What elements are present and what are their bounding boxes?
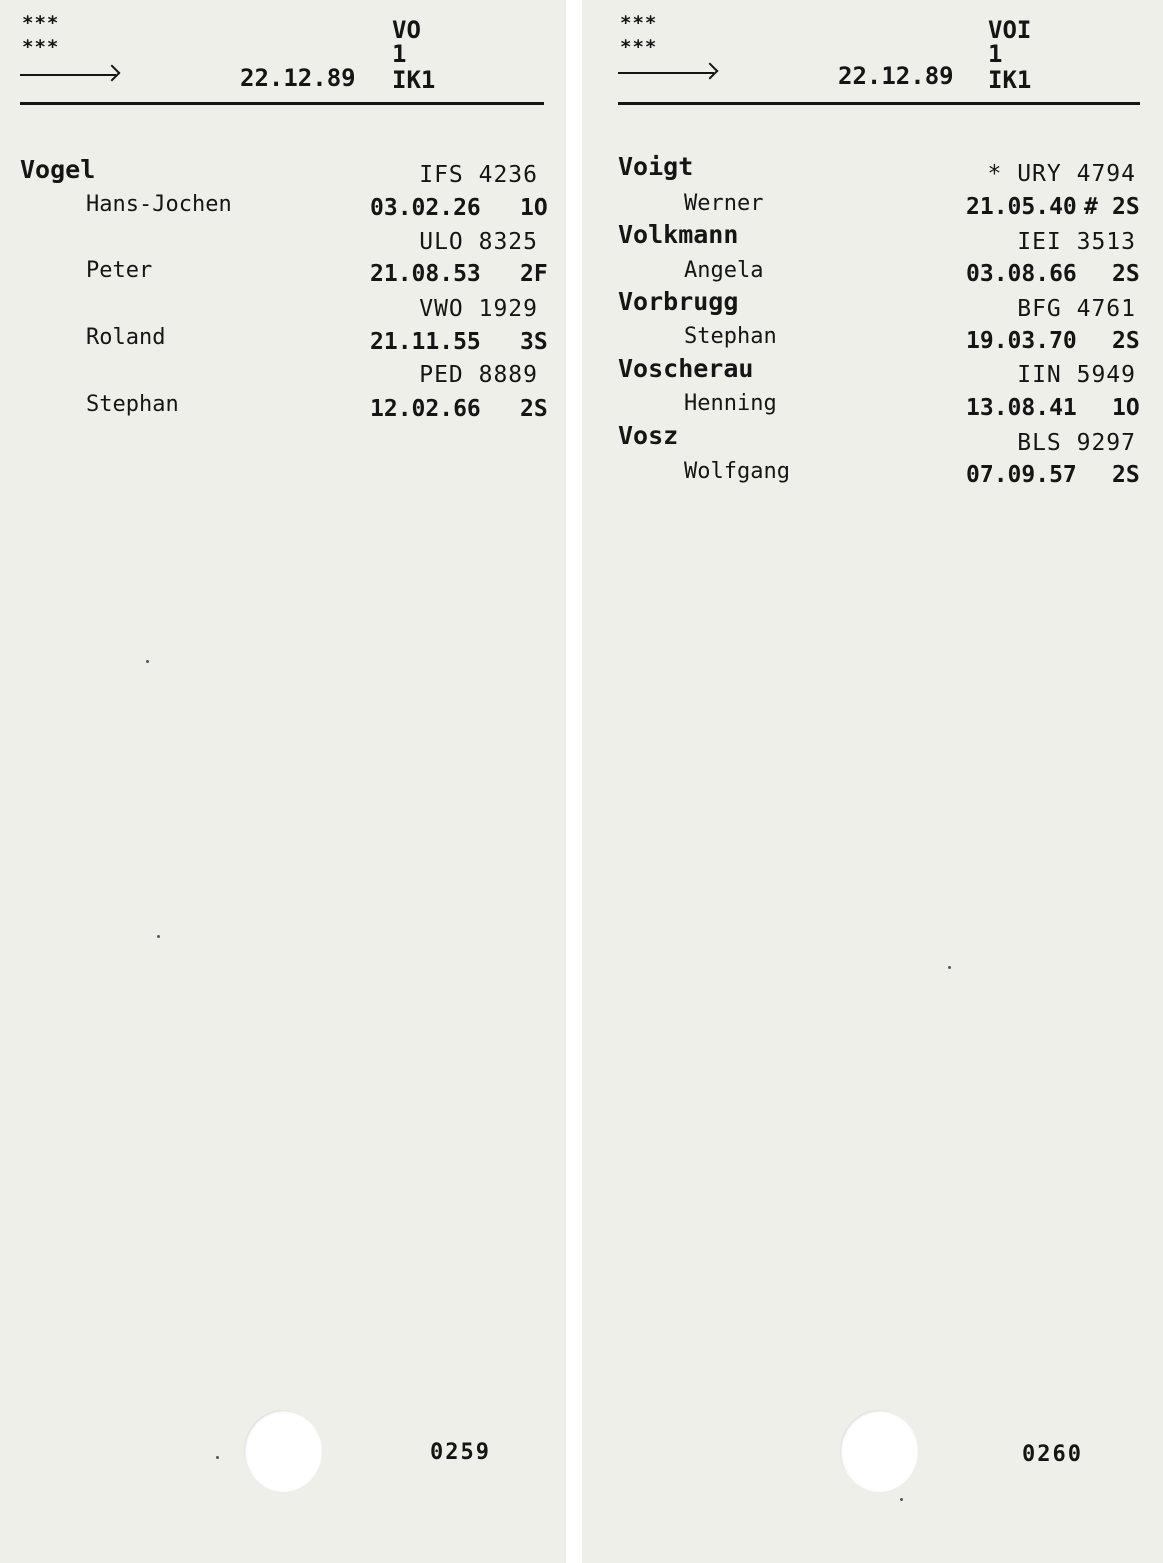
given-name: Werner xyxy=(684,191,764,216)
birth-date: 12.02.66 xyxy=(370,396,481,422)
reference-code: IFS 4236 xyxy=(419,162,538,188)
card-code: VO xyxy=(392,16,421,44)
reference-code: PED 8889 xyxy=(419,362,538,388)
group-code: 2S xyxy=(1112,462,1140,488)
birth-date: 07.09.57 xyxy=(966,462,1077,488)
header-rule xyxy=(20,102,544,105)
card-code-sub: IK1 xyxy=(392,66,436,94)
stars-line-2: *** xyxy=(620,36,658,58)
group-code: 3S xyxy=(520,329,548,355)
reference-code: IIN 5949 xyxy=(1017,362,1136,388)
given-name: Angela xyxy=(684,258,764,283)
group-code: 2S xyxy=(1112,261,1140,287)
birth-date: 21.05.40 xyxy=(966,194,1077,220)
given-name: Peter xyxy=(86,258,153,283)
speck xyxy=(948,966,951,969)
group-code: 2S xyxy=(1112,328,1140,354)
given-name: Stephan xyxy=(86,392,179,417)
stars-line-1: *** xyxy=(620,12,658,34)
header-date: 22.12.89 xyxy=(838,62,954,90)
group-code: 1O xyxy=(520,195,548,221)
surname: Volkmann xyxy=(618,220,739,249)
given-name: Hans-Jochen xyxy=(86,192,232,217)
reference-code: IEI 3513 xyxy=(1017,229,1136,255)
speck xyxy=(146,660,149,663)
reference-code: ULO 8325 xyxy=(419,229,538,255)
speck xyxy=(900,1498,903,1501)
hash-mark: # xyxy=(1084,194,1098,220)
group-code: 2F xyxy=(520,261,548,287)
card-code-number: 1 xyxy=(392,40,407,68)
arrow-icon xyxy=(20,74,116,76)
reference-code: BLS 9297 xyxy=(1017,430,1136,456)
birth-date: 13.08.41 xyxy=(966,395,1077,421)
surname: Voscherau xyxy=(618,354,754,383)
stars-line-1: *** xyxy=(22,12,60,34)
speck xyxy=(157,935,160,938)
surname: Vosz xyxy=(618,421,679,450)
group-code: 2S xyxy=(1112,194,1140,220)
arrow-icon xyxy=(618,72,714,74)
header-date: 22.12.89 xyxy=(240,64,356,92)
header-rule xyxy=(618,102,1140,105)
card-code-sub: IK1 xyxy=(988,66,1032,94)
reference-code: VWO 1929 xyxy=(419,296,538,322)
birth-date: 21.11.55 xyxy=(370,329,481,355)
stars-line-2: *** xyxy=(22,36,60,58)
surname: Voigt xyxy=(618,152,694,181)
punch-hole xyxy=(840,1410,918,1492)
speck xyxy=(216,1456,219,1459)
punch-hole xyxy=(244,1410,322,1492)
group-code: 1O xyxy=(1112,395,1140,421)
surname: Vorbrugg xyxy=(618,287,739,316)
birth-date: 03.08.66 xyxy=(966,261,1077,287)
reference-code: BFG 4761 xyxy=(1017,296,1136,322)
index-card-right xyxy=(582,0,1163,1563)
birth-date: 21.08.53 xyxy=(370,261,481,287)
group-code: 2S xyxy=(520,396,548,422)
given-name: Henning xyxy=(684,391,777,416)
given-name: Roland xyxy=(86,325,166,350)
index-card-left xyxy=(0,0,566,1563)
surname: Vogel xyxy=(20,155,96,184)
card-number: 0260 xyxy=(1022,1442,1083,1467)
birth-date: 19.03.70 xyxy=(966,328,1077,354)
birth-date: 03.02.26 xyxy=(370,195,481,221)
given-name: Wolfgang xyxy=(684,459,790,484)
given-name: Stephan xyxy=(684,324,777,349)
card-code-number: 1 xyxy=(988,40,1003,68)
card-code: VOI xyxy=(988,16,1032,44)
reference-code: * URY 4794 xyxy=(987,161,1136,187)
card-number: 0259 xyxy=(430,1440,491,1465)
